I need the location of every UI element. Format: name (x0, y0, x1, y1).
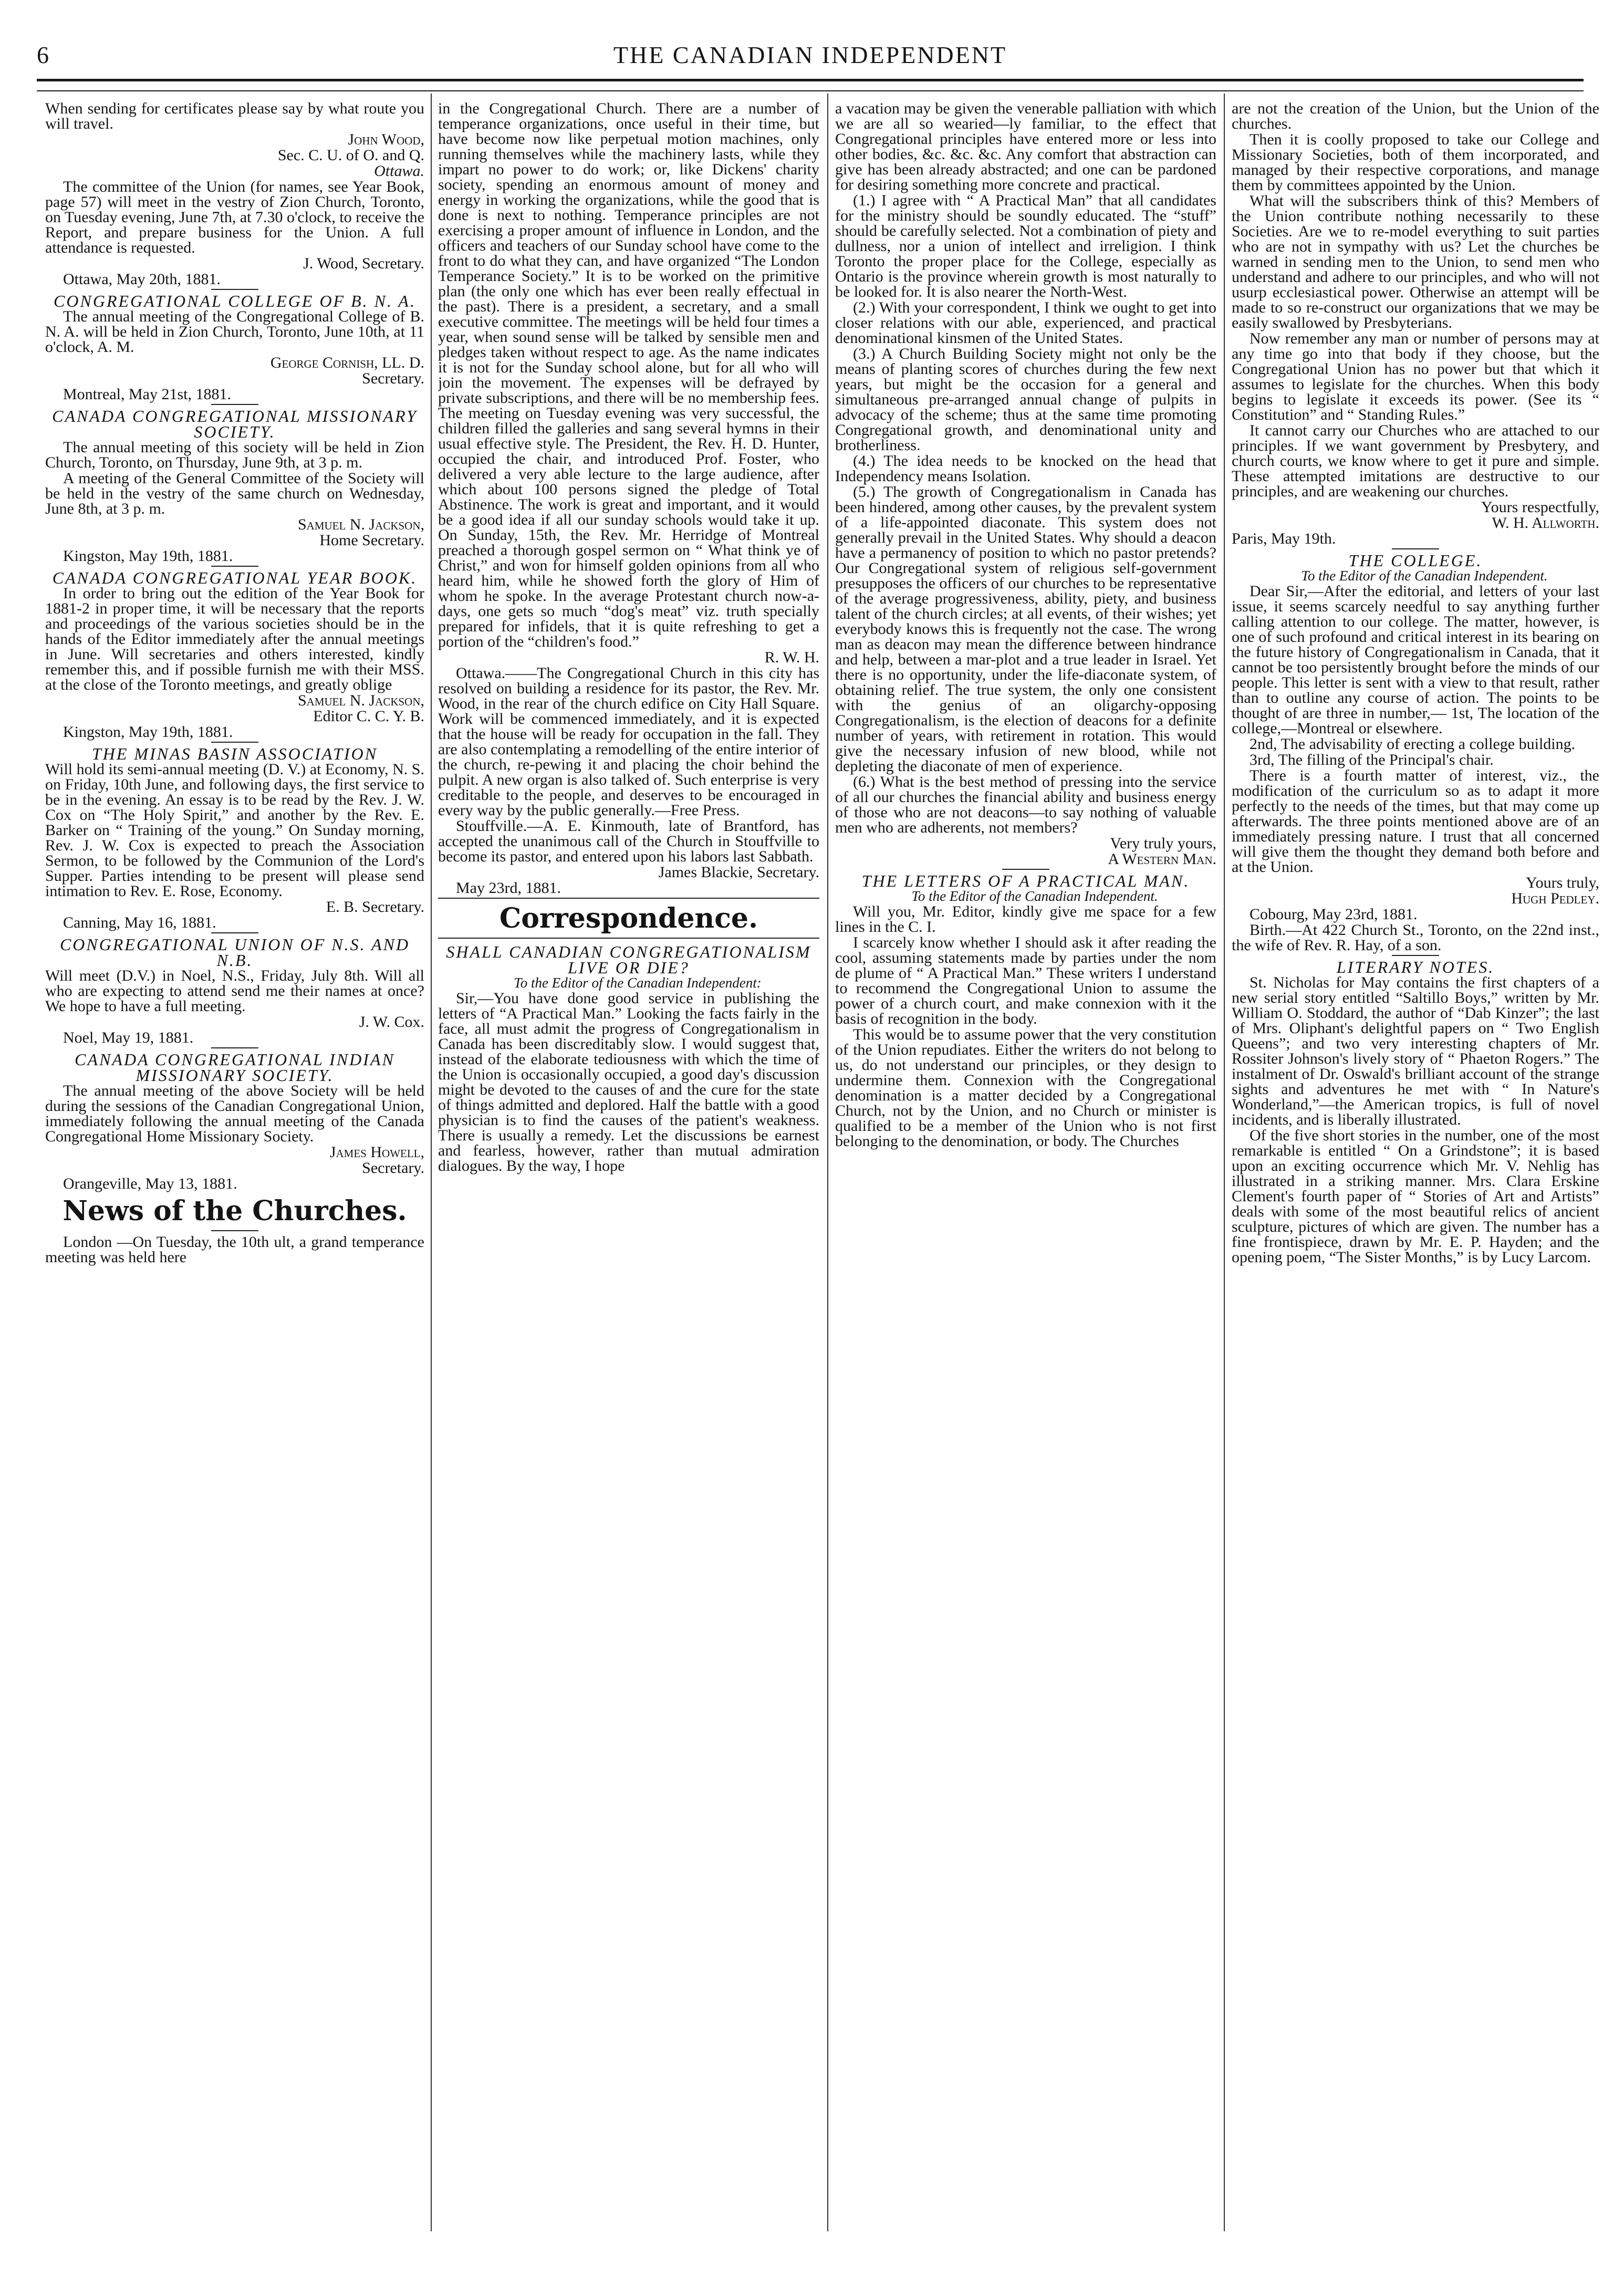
separator-rule (211, 932, 258, 933)
salutation: To the Editor of the Canadian Independent: (514, 975, 762, 991)
signature: George Cornish, LL. D. (270, 354, 424, 371)
paragraph: Now remember any man or number of persons may at any time go into that body if they choose, but the Congregational Union has no power but that which it assumes to legislate for the churches. When this body begins to legislate it exceeds its power. (See its “ Constitution” and “ Standing Rules.” (1232, 330, 1599, 423)
separator-rule (1392, 955, 1439, 956)
signature: Secretary. (362, 370, 424, 387)
separator-rule (211, 404, 258, 405)
paragraph: Will you, Mr. Editor, kindly give me space for a few lines in the C. I. (835, 903, 1216, 935)
dateline: May 23rd, 1881. (456, 879, 561, 897)
paragraph: The annual meeting of the above Society will be held during the sessions of the Canadian Congregational Union, immediately following the annual meeting of the Canada Congregational Home Missionary Society. (45, 1082, 424, 1145)
paragraph: I scarcely know whether I should ask it after reading the cool, assuming statements made by parties under the nom de plume of “ A Practical Man.” These writers I understand to recommend the Congregational Union to assume the power of a church court, and make connexion with it the basis of recognition in the body. (835, 934, 1216, 1027)
paragraph: Will meet (D.V.) in Noel, N.S., Friday, July 8th. Will all who are expecting to attend send me their names at once? We hope to have a full meeting. (45, 967, 424, 1015)
section-heading: THE MINAS BASIN ASSOCIATION (91, 744, 378, 763)
signature: W. H. Allworth. (1492, 514, 1599, 532)
separator-rule (211, 566, 258, 567)
paragraph: There is a fourth matter of interest, viz., the modification of the curriculum so as to adapt it more perfectly to the needs of the times, but that may come up afterwards. The three points mentioned above are of an immediately pressing nature. I trust that all concerned will give them the thought they demand both before and at the Union. (1232, 767, 1599, 876)
paragraph: What will the subscribers think of this? Members of the Union contribute nothing necessarily to these Societies. Are we to re-model everything to suit parties who are not in sympathy with us? Let the churches be warned in sending men to the Union, to send men who understand and adhere to our principles, and who will not usurp ecclesiastical power. Otherwise an attempt will be made to so re-construct our organizations that we may be easily swallowed by Presbyterians. (1232, 192, 1599, 331)
column-divider (827, 93, 828, 2231)
paragraph: (6.) What is the best method of pressing into the service of all our churches the financial ability and business energy of those who are not deacons—to say nothing of valuable men who are adherents, not members? (835, 773, 1216, 836)
section-title-blackletter: Correspondence. (499, 902, 758, 934)
dateline: Canning, May 16, 1881. (63, 914, 216, 931)
dateline: Ottawa, May 20th, 1881. (63, 271, 221, 288)
dateline: Orangeville, May 13, 1881. (63, 1175, 237, 1192)
paragraph: 3rd, The filling of the Principal's chair. (1250, 751, 1494, 768)
signature: Very truly yours, (1110, 835, 1216, 852)
separator-rule (211, 289, 258, 290)
signature: J. Wood, Secretary. (303, 255, 424, 272)
signature: James Blackie, Secretary. (658, 864, 819, 881)
separator-rule (438, 938, 819, 939)
paragraph: (3.) A Church Building Society might not only be the means of planting scores of churches during the few next years, but might be the occasion for a general and simultaneous pre-arranged annual change of pulpits in advocacy of the scheme; thus at the same time promoting Congregational growth, and denominational unity and brotherliness. (835, 345, 1216, 454)
paragraph: 2nd, The advisability of erecting a college building. (1250, 735, 1576, 753)
signature: A Western Man. (1108, 850, 1216, 868)
paragraph: Sir,—You have done good service in publishing the letters of “A Practical Man.” Looking the facts fairly in the face, all must admit the progress of Congregationalism in Canada has been discreditably slow. I would suggest that, instead of the elaborate tediousness with which the time of the Union is occasionally occupied, a good day's discussion might be devoted to the causes of and the cure for the state of things admitted and deplored. Half the battle with a good physician is to find the causes of the patient's weakness. There is usually a remedy. Let the discussions be earnest and fearless, however, rather than mutual admiration dialogues. By the way, I hope (438, 990, 819, 1174)
separator-rule (211, 1230, 258, 1231)
section-heading: CONGREGATIONAL COLLEGE OF B. N. A. (54, 292, 416, 310)
signature: Home Secretary. (319, 532, 424, 549)
paragraph: London —On Tuesday, the 10th ult, a grand temperance meeting was held here (45, 1233, 424, 1266)
salutation: To the Editor of the Canadian Independent. (1301, 568, 1548, 584)
column-4 (1232, 101, 1599, 2254)
paragraph: (5.) The growth of Congregationalism in Canada has been hindered, among other causes, by the prevalent system of a life-appointed diaconate. This system does not generally prevail in the United States. Why should a deacon have a permanency of position to which no pastor pretends? Our Congregational system of religious self-government presupposes the officers of our churches to be representative of the average progressiveness, ability, piety, and business talent of the church circles; at all events, of their wishes; yet everybody knows this is frequently not the case. The wrong man as deacon may mean the difference between hindrance and help, between a mar-plot and a true leader in Israel. Yet there is no opportunity, under the life-diaconate system, of obtaining relief. The true system, the only one consistent with the genius of an oligarchy-opposing Congregationalism, is the election of deacons for a definite number of years, with retirement in rotation. This would give the necessary infusion of new blood, while not depleting the diaconate of men of experience. (835, 483, 1216, 775)
paragraph: Then it is coolly proposed to take our College and Missionary Societies, both of them incorporated, and managed by their respective corporations, and manage them by committees appointed by the Union. (1232, 131, 1599, 194)
section-heading: THE LETTERS OF A PRACTICAL MAN. (861, 871, 1190, 890)
separator-rule (211, 742, 258, 743)
column-1 (45, 101, 424, 2254)
paragraph: (1.) I agree with “ A Practical Man” that all candidates for the ministry should be soundly educated. The “stuff” should be carefully selected. Not a combination of piety and dullness, nor a union of intellect and irreligion. I think Toronto the proper place for the College, especially as Ontario is the province wherein growth is most naturally to be looked for. It is also nearer the North-West. (835, 192, 1216, 300)
paragraph: Ottawa.——The Congregational Church in this city has resolved on building a residence for its pastor, the Rev. Mr. Wood, in the rear of the church edifice on City Hall Square. Work will be commenced immediately, and it is expected that the house will be ready for occupation in the fall. They are also contemplating a remodelling of the entire interior of the church, re-pewing it and placing the choir behind the pulpit. A new organ is also talked of. Such enterprise is very creditable to the people, and deserves to be encouraged in every way by the public generally.—Free Press. (438, 664, 819, 819)
dateline: Paris, May 19th. (1232, 530, 1336, 547)
paragraph: The annual meeting of this society will be held in Zion Church, Toronto, on Thursday, June 9th, at 3 p. m. (45, 439, 424, 471)
signature: Samuel N. Jackson, (297, 692, 424, 709)
separator-rule (1002, 869, 1049, 870)
dateline: Montreal, May 21st, 1881. (63, 386, 231, 403)
column-3 (835, 101, 1216, 2254)
column-2 (438, 101, 819, 2254)
signature: Yours respectfully, (1481, 498, 1599, 516)
section-heading: CANADA CONGREGATIONAL YEAR BOOK. (52, 568, 418, 587)
signature: R. W. H. (764, 649, 819, 666)
dateline: Cobourg, May 23rd, 1881. (1250, 906, 1418, 923)
section-heading: CONGREGATIONAL UNION OF N.S. AND N.B. (59, 935, 410, 970)
place: Ottawa. (374, 162, 424, 180)
separator-rule (1392, 548, 1439, 549)
paragraph: In order to bring out the edition of the Year Book for 1881-2 in proper time, it will be necessary that the reports and proceedings of the various societies should be in the hands of the Editor immediately after the annual meetings in June. Will secretaries and others interested, kindly remember this, and if possible furnish me with their MSS. at the close of the Toronto meetings, and greatly oblige (45, 585, 424, 693)
section-heading: CANADA CONGREGATIONAL MISSIONARY SOCIETY. (52, 407, 418, 441)
header-rule-thin (37, 90, 1584, 91)
dateline: Kingston, May 19th, 1881. (63, 547, 233, 565)
paragraph: When sending for certificates please say by what route you will travel. (45, 101, 424, 132)
page-header (37, 37, 1584, 79)
paragraph: in the Congregational Church. There are a number of temperance organizations, once useful in their time, but have become now like perpetual motion machines, only running themselves while the machinery lasts, while they impart no power to do work; or, like Dickens' charity society, spending an enormous amount of money and energy in working the organizations, while the good that is done is next to nothing. Temperance principles are not exercising a proper amount of influence in London, and the officers and teachers of our Sunday school have come to the front to do what they can, and have organized “The London Temperance Society.” It is to be worked on the primitive plan (the only one which has ever been really effectual in the past). There is a president, a secretary, and a small executive committee. The meetings will be held four times a year, when sound sense will be talked by sensible men and pledges taken without respect to age. As the name indicates it is not for the Sunday school alone, but for all who will join the movement. The expenses will be defrayed by private subscriptions, and there will be no membership fees. The meeting on Tuesday evening was very successful, the children filled the galleries and sang several hymns in their usual effective style. The President, the Rev. H. D. Hunter, occupied the chair, and introduced Prof. Foster, who delivered a very able lecture to the large audience, after which about 100 persons signed the pledge of Total Abstinence. The work is great and important, and it would be a good idea if all our sunday schools would take it up. On Sunday, 15th, the Rev. Mr. Herridge of Montreal preached a thorough gospel sermon on “ What think ye of Christ,” and won for himself golden opinions from all who heard him, while he showed forth the glory of Him of whom he spoke. In the average Protestant church now-a-days, one gets so much “dog's meat” viz. truth specially prepared for infidels, that it is quite refreshing to get a portion of the “children's food.” (438, 101, 819, 650)
paragraph: Will hold its semi-annual meeting (D. V.) at Economy, N. S. on Friday, 10th June, and following days, the first service to be in the evening. An essay is to be read by the Rev. J. W. Cox on “The Holy Spirit,” and another by the Rev. E. Barker on “ Training of the young.” On Sunday morning, Rev. J. W. Cox is expected to preach the Association Sermon, to be followed by the Communion of the Lord's Supper. Parties intending to be present will please send intimation to Rev. E. Rose, Economy. (45, 761, 424, 900)
salutation: To the Editor of the Canadian Independent. (911, 888, 1158, 904)
signature: Hugh Pedley. (1511, 890, 1599, 907)
paragraph: A meeting of the General Committee of the Society will be held in the vestry of the same church on Wednesday, June 8th, at 3 p. m. (45, 470, 424, 517)
signature: James Howell, (329, 1144, 424, 1161)
paragraph: It cannot carry our Churches who are attached to our principles. If we want government by Presbytery, and church courts, we know where to get it pure and simple. These attempted imitations are destructive to our principles, and are weakening our churches. (1232, 422, 1599, 500)
paragraph: This would be to assume power that the very constitution of the Union repudiates. Either the writers do not belong to us, do not understand our principles, or they design to undermine them. Connexion with the Congregational denomination is a matter decided by a Congregational Church, not by the Union, and no Church or minister is qualified to be a member of the Union who is not first belonging to the denomination, or body. The Churches (835, 1026, 1216, 1150)
paragraph: (4.) The idea needs to be knocked on the head that Independency means Isolation. (835, 452, 1216, 485)
signature: Editor C. C. Y. B. (313, 708, 424, 725)
paragraph: The annual meeting of the Congregational College of B. N. A. will be held in Zion Church, Toronto, June 10th, at 11 o'clock, A. M. (45, 308, 424, 356)
signature: John Wood, (348, 131, 424, 148)
separator-rule (211, 1047, 258, 1048)
header-rule-thick (37, 79, 1584, 81)
section-heading: CANADA CONGREGATIONAL INDIAN MISSIONARY SOCIETY. (75, 1050, 395, 1085)
running-title: THE CANADIAN INDEPENDENT (613, 41, 1007, 68)
signature: Yours truly, (1525, 874, 1599, 891)
column-divider (1224, 93, 1225, 2231)
column-divider (431, 93, 432, 2231)
paragraph: Birth.—At 422 Church St., Toronto, on the 22nd inst., the wife of Rev. R. Hay, of a son. (1232, 921, 1599, 954)
section-heading: THE COLLEGE. (1348, 551, 1483, 570)
dateline: Kingston, May 19th, 1881. (63, 723, 233, 741)
signature: Secretary. (362, 1159, 424, 1177)
paragraph: The committee of the Union (for names, see Year Book, page 57) will meet in the vestry of Zion Church, Toronto, on Tuesday evening, June 7th, at 7.30 o'clock, to receive the Report, and prepare business for the Union. A full attendance is requested. (45, 178, 424, 256)
section-title-blackletter: News of the Churches. (63, 1195, 407, 1227)
paragraph: Dear Sir,—After the editorial, and letters of your last issue, it seems scarcely needful to say anything further calling attention to our college. The matter, however, is one of such profound and critical interest in its bearing on the future history of Congregationalism in Canada, that it cannot be too persistently brought before the minds of our people. This letter is sent with a view to that result, rather than to outline any course of action. The points to be thought of are three in number,— 1st, The location of the college,—Montreal or elsewhere. (1232, 583, 1599, 737)
section-heading: LITERARY NOTES. (1336, 958, 1495, 976)
section-heading: SHALL CANADIAN CONGREGATIONALISM LIVE OR DIE? (446, 942, 811, 977)
separator-rule (438, 898, 819, 899)
paragraph: Of the five short stories in the number, one of the most remarkable is entitled “ On a Grindstone”; it is based upon an exciting occurrence which Mr. V. Nehlig has illustrated in a striking manner. Mrs. Clara Erskine Clement's fourth paper of “ Stories of Art and Artists” deals with some of the most beautiful relics of ancient sculpture, pictures of which are given. The number has a fine frontispiece, drawn by Mr. E. P. Hayden; and the opening poem, “The Sister Months,” is by Lucy Larcom. (1232, 1127, 1599, 1266)
dateline: Noel, May 19, 1881. (63, 1029, 194, 1046)
paragraph: (2.) With your correspondent, I think we ought to get into closer relations with our able, experienced, and practical denominational kinsmen of the United States. (835, 299, 1216, 347)
signature: Sec. C. U. of O. and Q. (277, 147, 424, 164)
paragraph: are not the creation of the Union, but the Union of the churches. (1232, 101, 1599, 132)
signature: Samuel N. Jackson, (297, 516, 424, 533)
signature: E. B. Secretary. (326, 898, 424, 916)
paragraph: Stouffville.—A. E. Kinmouth, late of Brantford, has accepted the unanimous call of the Church in Stouffville to become its pastor, and entered upon his labors last Sabbath. (438, 817, 819, 865)
signature: J. W. Cox. (359, 1013, 424, 1031)
page-number: 6 (37, 41, 49, 68)
paragraph: a vacation may be given the venerable palliation with which we are all so wearied—ly familiar, to the effect that Congregational principles have entered more or less into other bodies, &c. &c. &c. Any comfort that abstraction can give has been already abstracted; and one can be pardoned for desiring something more concrete and practical. (835, 101, 1216, 193)
paragraph: St. Nicholas for May contains the first chapters of a new serial story entitled “Saltillo Boys,” written by Mr. William O. Stoddard, the author of “Dab Kinzer”; the last of Mrs. Oliphant's delightful papers on “ Two English Queens”; and two very interesting chapters of Mr. Rossiter Johnson's lively story of “ Phaeton Rogers.” The instalment of Dr. Oswald's brilliant account of the strange sights and adventures he met with “ In Nature's Wonderland,”—the American tropics, is full of novel incidents, and is liberally illustrated. (1232, 974, 1599, 1128)
